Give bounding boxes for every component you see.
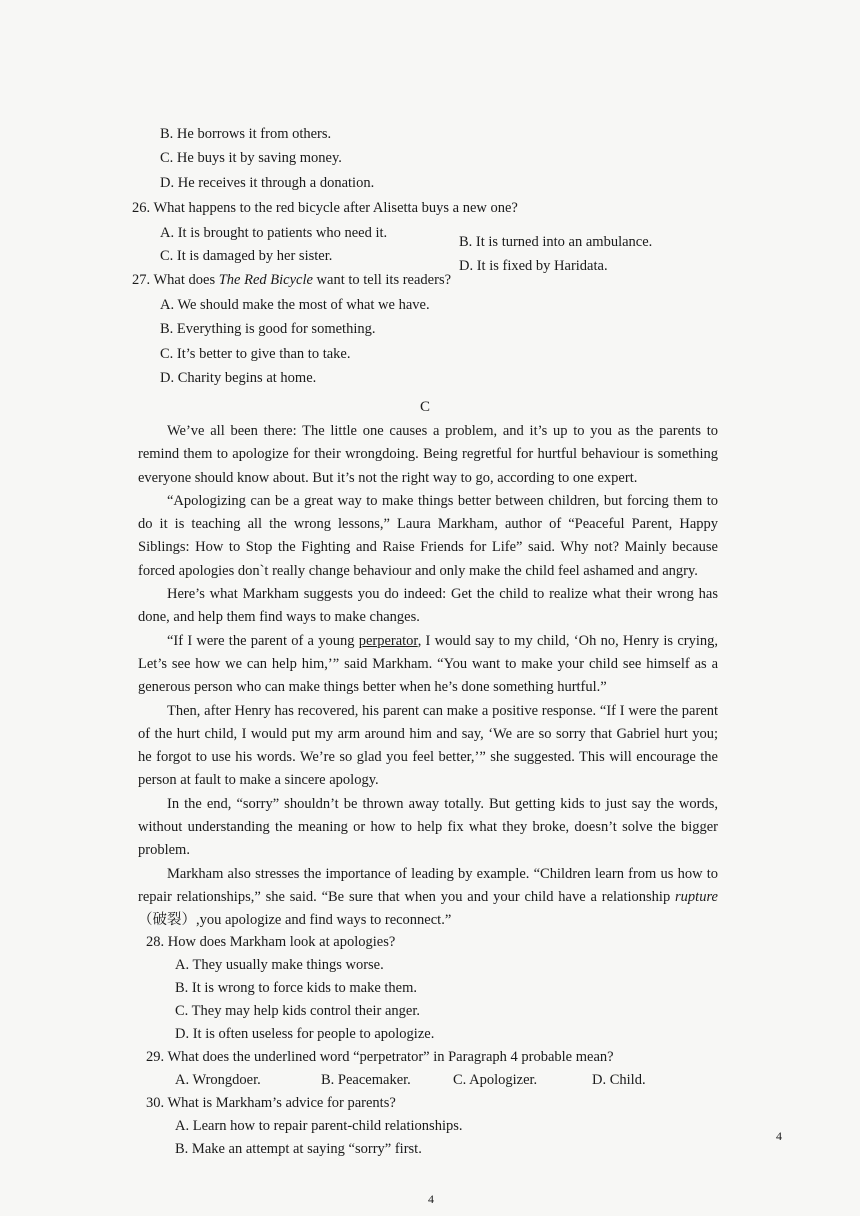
passage-paragraph-6: In the end, “sorry” shouldn’t be thrown away totally. But getting kids to just say the words, without understanding the meaning or how to help fix what they broke, doesn’t solve the bigger problem. (138, 795, 718, 859)
q29-stem: 29. What does the underlined word “perpetrator” in Paragraph 4 probable mean? (146, 1049, 614, 1065)
page-number: 4 (428, 1192, 434, 1206)
passage-paragraph-2: “Apologizing can be a great way to make things better between children, but forcing them to do it is teaching all the wrong lessons,” Laura Markham, author of “Peaceful Parent, Happy Siblings: How to Stop the Fighting and Raise Friends for Life” said. Why not? Mainly because forced apologies don`t really change behaviour and only make the child feel ashamed and angry. (138, 492, 718, 579)
q26-option-d: D. It is fixed by Haridata. (459, 258, 608, 274)
q28-option-b: B. It is wrong to force kids to make them. (175, 980, 418, 996)
passage (138, 420, 718, 933)
q25-option-d: D. He receives it through a donation. (160, 175, 375, 191)
p7-text-pre: Markham also stresses the importance of leading by example. “Children learn from us how to repair relationships,” she said. “Be sure that when you and your child have a relationship (138, 865, 718, 905)
q26-option-a: A. It is brought to patients who need it. (160, 225, 388, 241)
underlined-word: perperator (358, 632, 418, 649)
passage-paragraph-1: We’ve all been there: The little one causes a problem, and it’s up to you as the parents to remind them to apologize for their wrongdoing. Being regretful for hurtful behaviour is something everyone should know about. But it’s not the right way to go, according to one expert. (138, 423, 718, 486)
q29-option-a: A. Wrongdoer. (175, 1072, 261, 1088)
q27-stem-post: want to tell its readers? (312, 272, 452, 288)
passage-paragraph-3: Here’s what Markham suggests you do indeed: Get the child to realize what their wrong has done, and help them find ways to make changes. (138, 586, 718, 626)
q27-option-a: A. We should make the most of what we have. (160, 297, 430, 313)
q29-option-d: D. Child. (592, 1072, 646, 1088)
q26-stem: 26. What happens to the red bicycle after Alisetta buys a new one? (132, 200, 518, 216)
q27-stem (132, 271, 451, 289)
q30-option-a: A. Learn how to repair parent-child relationships. (175, 1118, 463, 1134)
q26-option-b: B. It is turned into an ambulance. (459, 234, 653, 250)
q28-stem: 28. How does Markham look at apologies? (146, 934, 396, 950)
q28-option-d: D. It is often useless for people to apologize. (175, 1026, 435, 1042)
q25-option-b: B. He borrows it from others. (160, 126, 332, 142)
q29-option-c: C. Apologizer. (453, 1072, 538, 1088)
q25-option-c: C. He buys it by saving money. (160, 150, 342, 166)
q28-option-a: A. They usually make things worse. (175, 957, 384, 973)
q29-option-b: B. Peacemaker. (321, 1072, 411, 1088)
italic-word: rupture (675, 888, 718, 905)
q27-option-c: C. It’s better to give than to take. (160, 346, 351, 362)
p7-text-post: （破裂）,you apologize and find ways to reconnect.” (138, 912, 452, 929)
q30-stem: 30. What is Markham’s advice for parents? (146, 1095, 396, 1111)
q27-stem-pre: 27. What does (132, 272, 219, 288)
passage-paragraph-4 (138, 630, 718, 700)
p4-text-post: , I would say to my child, ‘Oh no, Henry is crying, Let’s see how we can help him,’” said Markham. “You want to make your child see himself as a generous person who can make things better when he’s done something hurtful.” (138, 632, 718, 696)
p4-text-pre: “If I were the parent of a young (167, 632, 359, 649)
q27-option-b: B. Everything is good for something. (160, 321, 376, 337)
side-page-number: 4 (776, 1129, 782, 1143)
section-heading: C (420, 399, 431, 415)
q28-option-c: C. They may help kids control their anger. (175, 1003, 420, 1019)
q27-option-d: D. Charity begins at home. (160, 370, 317, 386)
q26-option-c: C. It is damaged by her sister. (160, 248, 333, 264)
q30-option-b: B. Make an attempt at saying “sorry” first. (175, 1141, 422, 1157)
passage-paragraph-7 (138, 863, 718, 933)
passage-paragraph-5: Then, after Henry has recovered, his parent can make a positive response. “If I were the parent of the hurt child, I would put my arm around him and say, ‘We are so sorry that Gabriel hurt you; he forgot to use his words. We’re so glad you feel better,’” she suggested. This will encourage the person at fault to make a sincere apology. (138, 702, 718, 789)
q27-book-title: The Red Bicycle (218, 272, 313, 288)
